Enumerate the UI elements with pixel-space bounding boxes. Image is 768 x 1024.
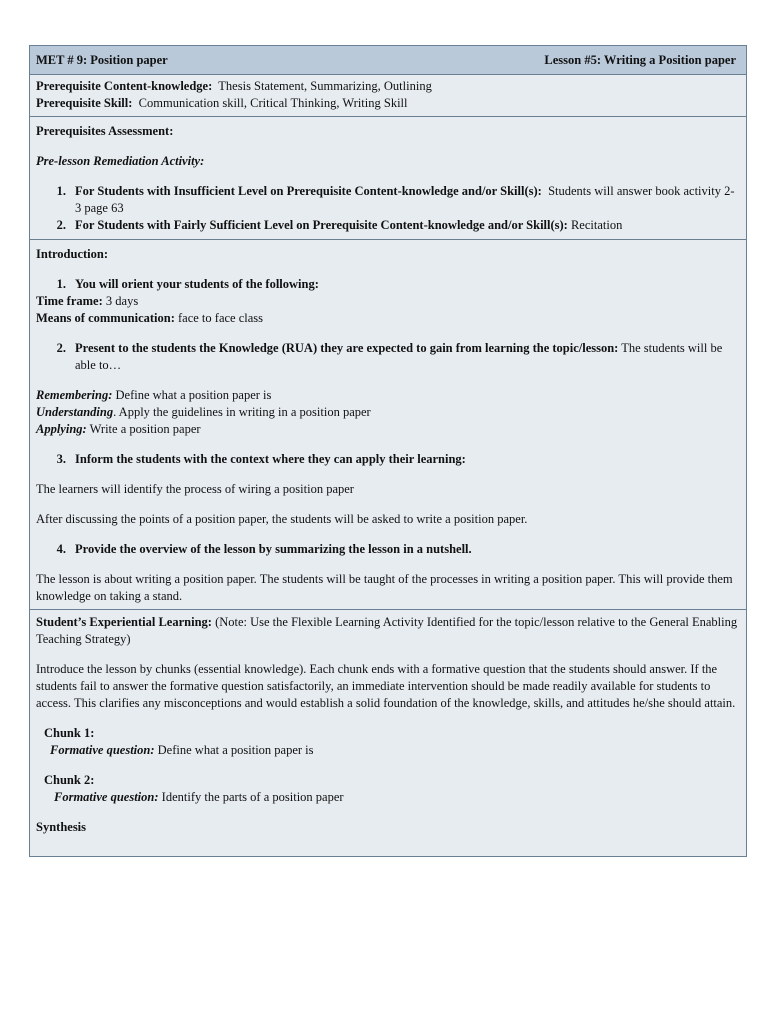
formative-question: Formative question: Identify the parts of a position paper xyxy=(54,790,344,804)
list-item: 2. For Students with Fairly Sufficient Level on Prerequisite Content-knowledge and/or Skill(s): Recitation xyxy=(56,218,623,232)
experiential-row xyxy=(30,609,746,856)
context-text-1: The learners will identify the process of wiring a position paper xyxy=(36,482,354,496)
context-text-2: After discussing the points of a position paper, the students will be asked to write a position paper. xyxy=(36,512,528,526)
prereq-content-value: Thesis Statement, Summarizing, Outlining xyxy=(218,79,432,93)
introduction-row xyxy=(30,239,746,609)
remediation-list xyxy=(36,183,740,234)
item-text: Students will answer book activity 2-3 page 63 xyxy=(75,184,735,215)
intro-step-2: 2. Present to the students the Knowledge (RUA) they are expected to gain from learning the topic/lesson: The students will be able to… xyxy=(56,341,723,372)
experiential-body: Introduce the lesson by chunks (essential knowledge). Each chunk ends with a formative question that the students should answer. If the students fail to answer the formative question satisfactorily, an immediate intervention should be made readily available for students to access. This clarifies any misconceptions and would establish a solid foundation of the knowledge, skills, and attitudes he/she should attain. xyxy=(36,662,736,710)
intro-title: Introduction: xyxy=(36,247,109,261)
chunk-2 xyxy=(36,772,740,806)
prereq-skill-value: Communication skill, Critical Thinking, Writing Skill xyxy=(138,96,408,110)
lesson-plan-table xyxy=(29,45,747,857)
time-frame: Time frame: 3 days xyxy=(36,294,139,308)
rua-understanding: Understanding. Apply the guidelines in writing in a position paper xyxy=(36,405,371,419)
prereq-skill-label: Prerequisite Skill: xyxy=(36,96,133,110)
intro-step-1: 1. You will orient your students of the following: xyxy=(56,277,319,291)
lesson-title: Lesson #5: Writing a Position paper xyxy=(544,53,736,67)
rua-remembering: Remembering: Define what a position paper is xyxy=(36,388,272,402)
prerequisites-row xyxy=(30,74,746,116)
item-label: For Students with Fairly Sufficient Level on Prerequisite Content-knowledge and/or Skill(s): xyxy=(75,218,568,232)
assessment-row xyxy=(30,116,746,239)
assessment-title: Prerequisites Assessment: xyxy=(36,124,174,138)
chunk-1 xyxy=(36,725,740,759)
experiential-heading: Student’s Experiential Learning: (Note: Use the Flexible Learning Activity Identified for the topic/lesson relative to the General Enabling Teaching Strategy) xyxy=(36,615,738,646)
overview-text: The lesson is about writing a position paper. The students will be taught of the processes in writing a position paper. This will provide them knowledge on taking a stand. xyxy=(36,572,733,603)
chunk-title: Chunk 1: xyxy=(44,726,95,740)
prereq-content xyxy=(36,78,740,95)
prereq-content-label: Prerequisite Content-knowledge: xyxy=(36,79,213,93)
item-label: For Students with Insufficient Level on Prerequisite Content-knowledge and/or Skill(s): xyxy=(75,184,542,198)
prereq-skill xyxy=(36,95,740,112)
chunk-title: Chunk 2: xyxy=(44,773,95,787)
remediation-title: Pre-lesson Remediation Activity: xyxy=(36,154,205,168)
met-title: MET # 9: Position paper xyxy=(36,53,168,67)
list-item: 1. For Students with Insufficient Level on Prerequisite Content-knowledge and/or Skill(s): Students will answer book activity 2-3 page 63 xyxy=(56,184,735,215)
item-text: Recitation xyxy=(570,218,623,232)
rua-applying: Applying: Write a position paper xyxy=(36,422,201,436)
intro-step-3: 3. Inform the students with the context where they can apply their learning: xyxy=(56,452,466,466)
means-of-communication: Means of communication: face to face class xyxy=(36,311,264,325)
intro-step-4: 4. Provide the overview of the lesson by summarizing the lesson in a nutshell. xyxy=(56,542,472,556)
synthesis-heading: Synthesis xyxy=(36,820,87,834)
formative-question: Formative question: Define what a position paper is xyxy=(50,743,314,757)
header-row xyxy=(30,46,746,74)
